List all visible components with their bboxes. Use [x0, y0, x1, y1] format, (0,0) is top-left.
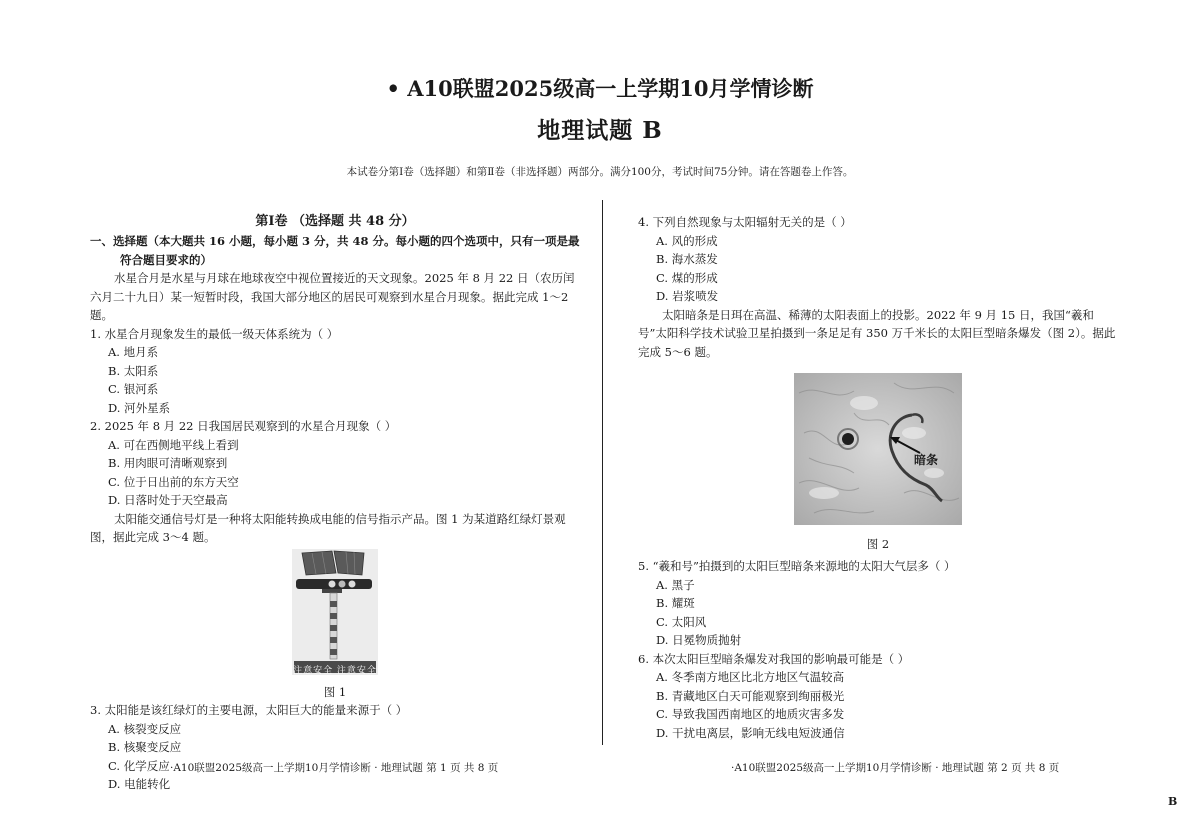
question-5-option-b: B. 耀斑	[656, 596, 695, 610]
intro-paragraph-2: 太阳能交通信号灯是一种将太阳能转换成电能的信号指示产品。图 1 为某道路红绿灯景观图，据此完成 3～4 题。	[90, 511, 566, 544]
question-1	[90, 325, 580, 418]
figure-1	[90, 549, 580, 702]
question-6-option-a: A. 冬季南方地区比北方地区气温较高	[656, 670, 845, 684]
question-5-stem: 5. “羲和号”拍摄到的太阳巨型暗条来源地的太阳大气层多（ ）	[638, 559, 956, 573]
question-3-option-d: D. 电能转化	[108, 777, 171, 791]
column-divider	[602, 200, 603, 745]
solar-filament-image	[794, 373, 962, 525]
question-5-option-a: A. 黑子	[656, 577, 695, 592]
question-3	[90, 701, 580, 794]
section-title: 第Ⅰ卷 （选择题 共 48 分）	[255, 214, 415, 229]
question-3-option-b: B. 核聚变反应	[108, 740, 182, 754]
right-column	[638, 213, 1118, 742]
question-4-option-a: A. 风的形成	[656, 233, 718, 248]
question-2-stem: 2. 2025 年 8 月 22 日我国居民观察到的水星合月现象（ ）	[90, 419, 397, 433]
version-mark: B	[1168, 795, 1178, 808]
left-column	[90, 212, 580, 794]
figure-2-filament-label: 暗条	[914, 453, 939, 467]
footer-left: ·A10联盟2025级高一上学期10月学情诊断 · 地理试题 第 1 页 共 8 页	[170, 762, 499, 774]
question-4-option-c: C. 煤的形成	[656, 270, 718, 285]
question-5-option-d: D. 日冕物质抛射	[656, 633, 742, 647]
question-6-option-d: D. 干扰电离层，影响无线电短波通信	[656, 725, 845, 740]
footer-right: ·A10联盟2025级高一上学期10月学情诊断 · 地理试题 第 2 页 共 8 页	[731, 762, 1060, 774]
question-2-option-d: D. 日落时处于天空最高	[108, 493, 228, 507]
question-6	[638, 650, 1118, 743]
question-1-option-c: C. 银河系	[108, 382, 159, 396]
question-6-option-c: C. 导致我国西南地区的地质灾害多发	[656, 707, 845, 721]
traffic-light-image	[292, 549, 378, 675]
figure-1-caption: 图 1	[323, 685, 347, 699]
question-1-option-b: B. 太阳系	[108, 363, 159, 378]
figure-2	[638, 373, 1118, 553]
question-3-option-a: A. 核裂变反应	[108, 721, 182, 736]
exam-instructions: 本试卷分第Ⅰ卷（选择题）和第Ⅱ卷（非选择题）两部分。满分100分，考试时间75分钟。请在答题卷上作答。	[346, 166, 854, 178]
figure-1-sign-text: 注意安全 注意安全	[293, 665, 377, 676]
question-1-stem: 1. 水星合月现象发生的最低一级天体系统为（ ）	[90, 326, 339, 341]
question-2-option-c: C. 位于日出前的东方天空	[108, 474, 239, 489]
part-heading: 一、选择题（本大题共 16 小题，每小题 3 分，共 48 分。每小题的四个选项中，只有一项是最符合题目要求的）	[90, 234, 580, 267]
question-1-option-d: D. 河外星系	[108, 400, 171, 415]
figure-2-caption: 图 2	[866, 537, 890, 551]
intro-paragraph-3: 太阳暗条是日珥在高温、稀薄的太阳表面上的投影。2022 年 9 月 15 日，我国“羲和号”太阳科学技术试验卫星拍摄到一条足足有 350 万千米长的太阳巨型暗条爆发（图 2）。据此完成 5～6 题。	[638, 307, 1116, 359]
question-1-option-a: A. 地月系	[108, 345, 159, 359]
question-3-option-c: C. 化学反应	[108, 758, 170, 773]
intro-paragraph-1: 水星合月是水星与月球在地球夜空中视位置接近的天文现象。2025 年 8 月 22 日（农历闰六月二十九日）某一短暂时段，我国大部分地区的居民可观察到水星合月现象。据此完成 1～2 题。	[90, 271, 575, 322]
question-5-option-c: C. 太阳风	[656, 614, 707, 629]
question-2	[90, 417, 580, 510]
question-5	[638, 557, 1118, 650]
question-4-option-b: B. 海水蒸发	[656, 252, 718, 266]
question-6-option-b: B. 青藏地区白天可能观察到绚丽极光	[656, 688, 845, 703]
exam-title: • A10联盟2025级高一上学期10月学情诊断	[386, 76, 814, 101]
exam-subtitle: 地理试题 B	[537, 117, 663, 144]
question-6-stem: 6. 本次太阳巨型暗条爆发对我国的影响最可能是（ ）	[638, 651, 910, 666]
question-2-option-a: A. 可在西侧地平线上看到	[108, 437, 239, 452]
question-4-option-d: D. 岩浆喷发	[656, 289, 719, 303]
question-4-stem: 4. 下列自然现象与太阳辐射无关的是（ ）	[638, 215, 852, 229]
question-4	[638, 213, 1118, 306]
question-2-option-b: B. 用肉眼可清晰观察到	[108, 456, 228, 470]
question-3-stem: 3. 太阳能是该红绿灯的主要电源，太阳巨大的能量来源于（ ）	[90, 703, 408, 717]
